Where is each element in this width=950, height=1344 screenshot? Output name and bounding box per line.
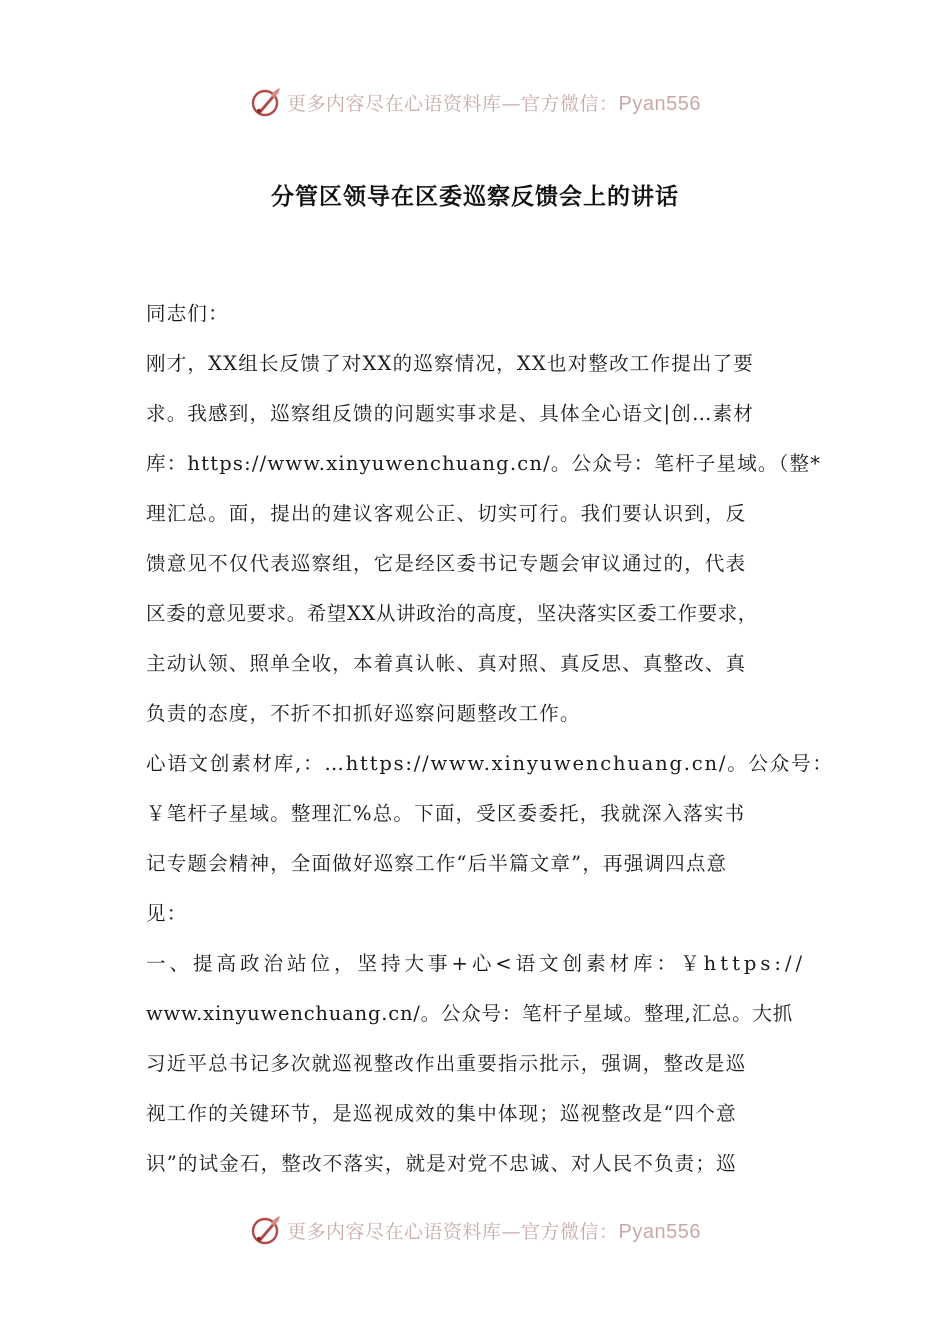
header-watermark [0,82,950,122]
quill-logo-icon [249,85,283,119]
body-line: 负责的态度，不折不扣抓好巡察问题整改工作。 [146,702,581,725]
body-line: 识”的试金石，整改不落实，就是对党不忠诚、对人民不负责；巡 [146,1152,737,1175]
body-line: 主动认领、照单全收，本着真认帐、真对照、真反思、真整改、真 [146,652,747,675]
body-line: 馈意见不仅代表巡察组，它是经区委书记专题会审议通过的，代表 [146,552,747,575]
header-watermark-text: 更多内容尽在心语资料库—官方微信： [287,92,619,115]
body-line: 理汇总。面，提出的建议客观公正、切实可行。我们要认识到，反 [146,502,747,525]
body-line: 同志们： [146,302,229,325]
body-line: 一、提高政治站位，坚持大事+心<语文创素材库：￥https:// [146,952,807,975]
body-line: ￥笔杆子星域。整理汇%总。下面，受区委委托，我就深入落实书 [146,802,746,825]
body-line: 求。我感到，巡察组反馈的问题实事求是、具体全心语文|创…素材 [146,402,755,425]
footer-wechat-id: Pyan556 [618,1220,701,1243]
body-line: 库：https://www.xinyuwenchuang.cn/。公众号：笔杆子星域。（整* [146,452,822,475]
body-line: 见： [146,902,188,925]
footer-watermark-text: 更多内容尽在心语资料库—官方微信： [287,1220,619,1243]
quill-logo-icon [249,1213,283,1247]
header-wechat-id: Pyan556 [618,92,701,115]
document-title: 分管区领导在区委巡察反馈会上的讲话 [271,184,679,210]
body-line: www.xinyuwenchuang.cn/。公众号：笔杆子星域。整理,汇总。大抓 [146,1002,794,1025]
body-line: 刚才，XX组长反馈了对XX的巡察情况，XX也对整改工作提出了要 [146,352,754,375]
body-line: 心语文创素材库,：…https://www.xinyuwenchuang.cn/。公众号： [146,752,834,775]
body-line: 习近平总书记多次就巡视整改作出重要指示批示，强调，整改是巡 [146,1052,747,1075]
body-line: 视工作的关键环节，是巡视成效的集中体现；巡视整改是“四个意 [146,1102,737,1125]
footer-watermark [0,1210,950,1250]
document-body [146,293,834,1193]
body-line: 区委的意见要求。希望XX从讲政治的高度，坚决落实区委工作要求， [146,602,758,625]
body-line: 记专题会精神，全面做好巡察工作“后半篇文章”，再强调四点意 [146,852,728,875]
